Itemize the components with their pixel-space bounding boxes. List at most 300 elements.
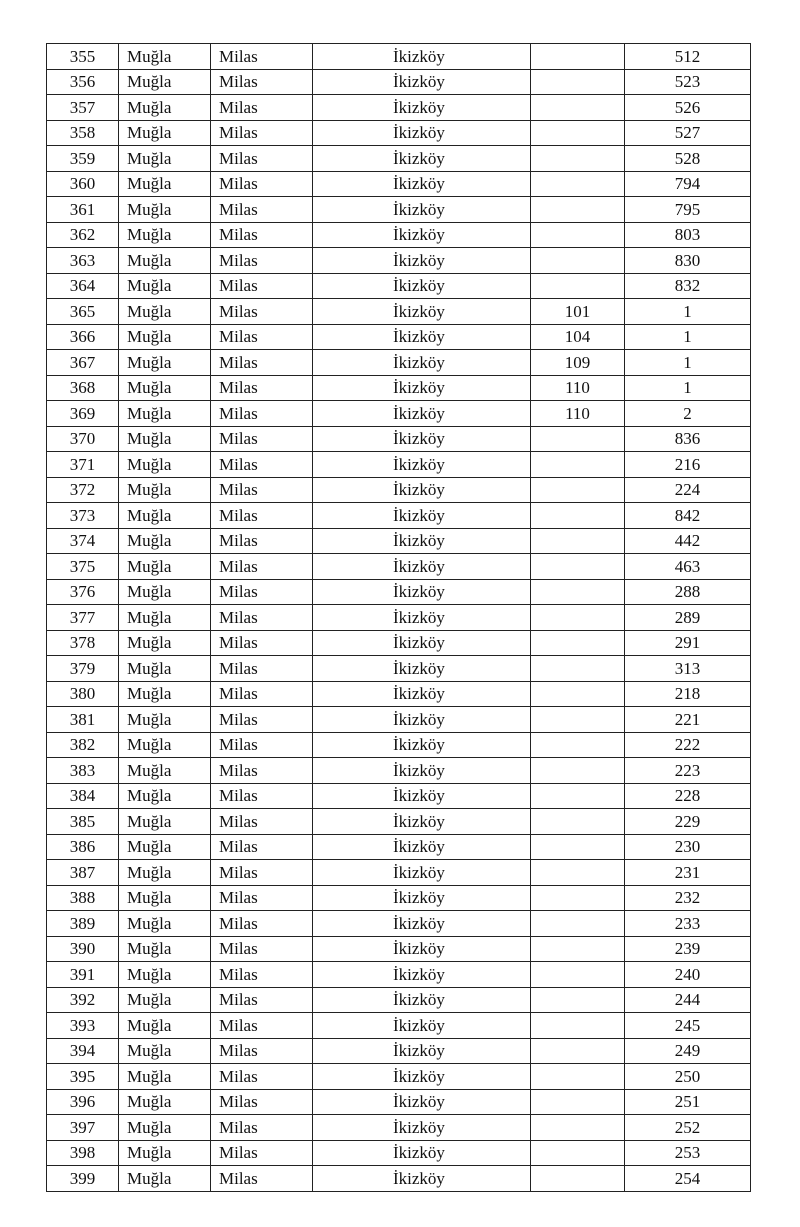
province-cell: Muğla: [119, 962, 211, 988]
row-number-cell: 362: [47, 222, 119, 248]
block-cell: [531, 44, 625, 70]
district-cell: Milas: [211, 656, 313, 682]
row-number-cell: 370: [47, 426, 119, 452]
province-cell: Muğla: [119, 477, 211, 503]
province-cell: Muğla: [119, 503, 211, 529]
parcel-table: [46, 43, 751, 1192]
row-number-cell: 384: [47, 783, 119, 809]
neighborhood-cell: İkizköy: [313, 885, 531, 911]
parcel-cell: 249: [625, 1038, 751, 1064]
parcel-cell: 240: [625, 962, 751, 988]
block-cell: [531, 758, 625, 784]
row-number-cell: 361: [47, 197, 119, 223]
table-row: [47, 809, 751, 835]
neighborhood-cell: İkizköy: [313, 477, 531, 503]
district-cell: Milas: [211, 834, 313, 860]
table-row: [47, 1166, 751, 1192]
table-row: [47, 860, 751, 886]
table-row: [47, 248, 751, 274]
neighborhood-cell: İkizköy: [313, 681, 531, 707]
row-number-cell: 356: [47, 69, 119, 95]
neighborhood-cell: İkizköy: [313, 783, 531, 809]
district-cell: Milas: [211, 69, 313, 95]
parcel-cell: 224: [625, 477, 751, 503]
neighborhood-cell: İkizköy: [313, 248, 531, 274]
parcel-cell: 1: [625, 299, 751, 325]
neighborhood-cell: İkizköy: [313, 579, 531, 605]
province-cell: Muğla: [119, 936, 211, 962]
block-cell: [531, 273, 625, 299]
table-row: [47, 1013, 751, 1039]
block-cell: 110: [531, 375, 625, 401]
district-cell: Milas: [211, 681, 313, 707]
province-cell: Muğla: [119, 350, 211, 376]
table-row: [47, 885, 751, 911]
neighborhood-cell: İkizköy: [313, 911, 531, 937]
row-number-cell: 380: [47, 681, 119, 707]
district-cell: Milas: [211, 1038, 313, 1064]
province-cell: Muğla: [119, 1013, 211, 1039]
province-cell: Muğla: [119, 860, 211, 886]
row-number-cell: 363: [47, 248, 119, 274]
neighborhood-cell: İkizköy: [313, 452, 531, 478]
row-number-cell: 393: [47, 1013, 119, 1039]
table-row: [47, 401, 751, 427]
neighborhood-cell: İkizköy: [313, 1064, 531, 1090]
block-cell: [531, 783, 625, 809]
table-row: [47, 95, 751, 121]
row-number-cell: 392: [47, 987, 119, 1013]
neighborhood-cell: İkizköy: [313, 324, 531, 350]
row-number-cell: 369: [47, 401, 119, 427]
table-row: [47, 477, 751, 503]
province-cell: Muğla: [119, 1115, 211, 1141]
province-cell: Muğla: [119, 324, 211, 350]
neighborhood-cell: İkizköy: [313, 554, 531, 580]
parcel-cell: 232: [625, 885, 751, 911]
neighborhood-cell: İkizköy: [313, 1089, 531, 1115]
district-cell: Milas: [211, 401, 313, 427]
province-cell: Muğla: [119, 554, 211, 580]
district-cell: Milas: [211, 248, 313, 274]
province-cell: Muğla: [119, 171, 211, 197]
parcel-cell: 239: [625, 936, 751, 962]
block-cell: [531, 911, 625, 937]
neighborhood-cell: İkizköy: [313, 401, 531, 427]
province-cell: Muğla: [119, 69, 211, 95]
row-number-cell: 387: [47, 860, 119, 886]
row-number-cell: 375: [47, 554, 119, 580]
neighborhood-cell: İkizköy: [313, 197, 531, 223]
parcel-cell: 253: [625, 1140, 751, 1166]
parcel-cell: 842: [625, 503, 751, 529]
block-cell: 110: [531, 401, 625, 427]
province-cell: Muğla: [119, 1140, 211, 1166]
row-number-cell: 364: [47, 273, 119, 299]
province-cell: Muğla: [119, 732, 211, 758]
province-cell: Muğla: [119, 248, 211, 274]
block-cell: 109: [531, 350, 625, 376]
neighborhood-cell: İkizköy: [313, 758, 531, 784]
row-number-cell: 394: [47, 1038, 119, 1064]
district-cell: Milas: [211, 809, 313, 835]
district-cell: Milas: [211, 860, 313, 886]
neighborhood-cell: İkizköy: [313, 1013, 531, 1039]
neighborhood-cell: İkizköy: [313, 605, 531, 631]
table-row: [47, 1140, 751, 1166]
neighborhood-cell: İkizköy: [313, 503, 531, 529]
parcel-cell: 836: [625, 426, 751, 452]
district-cell: Milas: [211, 120, 313, 146]
row-number-cell: 368: [47, 375, 119, 401]
district-cell: Milas: [211, 732, 313, 758]
parcel-cell: 526: [625, 95, 751, 121]
district-cell: Milas: [211, 197, 313, 223]
province-cell: Muğla: [119, 656, 211, 682]
block-cell: [531, 503, 625, 529]
parcel-cell: 223: [625, 758, 751, 784]
block-cell: [531, 707, 625, 733]
table-row: [47, 732, 751, 758]
neighborhood-cell: İkizköy: [313, 860, 531, 886]
table-row: [47, 758, 751, 784]
neighborhood-cell: İkizköy: [313, 44, 531, 70]
block-cell: [531, 222, 625, 248]
row-number-cell: 376: [47, 579, 119, 605]
parcel-cell: 231: [625, 860, 751, 886]
province-cell: Muğla: [119, 681, 211, 707]
parcel-cell: 228: [625, 783, 751, 809]
table-row: [47, 834, 751, 860]
table-row: [47, 911, 751, 937]
district-cell: Milas: [211, 758, 313, 784]
table-row: [47, 681, 751, 707]
row-number-cell: 372: [47, 477, 119, 503]
parcel-cell: 229: [625, 809, 751, 835]
neighborhood-cell: İkizköy: [313, 350, 531, 376]
parcel-cell: 222: [625, 732, 751, 758]
parcel-cell: 512: [625, 44, 751, 70]
neighborhood-cell: İkizköy: [313, 222, 531, 248]
table-row: [47, 222, 751, 248]
block-cell: [531, 605, 625, 631]
province-cell: Muğla: [119, 273, 211, 299]
neighborhood-cell: İkizköy: [313, 528, 531, 554]
parcel-cell: 1: [625, 324, 751, 350]
table-row: [47, 1064, 751, 1090]
block-cell: [531, 860, 625, 886]
province-cell: Muğla: [119, 528, 211, 554]
parcel-cell: 250: [625, 1064, 751, 1090]
row-number-cell: 358: [47, 120, 119, 146]
parcel-cell: 289: [625, 605, 751, 631]
neighborhood-cell: İkizköy: [313, 732, 531, 758]
table-row: [47, 503, 751, 529]
province-cell: Muğla: [119, 987, 211, 1013]
neighborhood-cell: İkizköy: [313, 1166, 531, 1192]
row-number-cell: 395: [47, 1064, 119, 1090]
table-row: [47, 1115, 751, 1141]
parcel-cell: 795: [625, 197, 751, 223]
block-cell: 104: [531, 324, 625, 350]
row-number-cell: 373: [47, 503, 119, 529]
district-cell: Milas: [211, 885, 313, 911]
province-cell: Muğla: [119, 783, 211, 809]
parcel-cell: 244: [625, 987, 751, 1013]
row-number-cell: 396: [47, 1089, 119, 1115]
neighborhood-cell: İkizköy: [313, 809, 531, 835]
district-cell: Milas: [211, 936, 313, 962]
table-row: [47, 656, 751, 682]
table-row: [47, 452, 751, 478]
district-cell: Milas: [211, 171, 313, 197]
block-cell: [531, 197, 625, 223]
block-cell: [531, 732, 625, 758]
block-cell: [531, 656, 625, 682]
table-row: [47, 44, 751, 70]
district-cell: Milas: [211, 707, 313, 733]
block-cell: [531, 248, 625, 274]
district-cell: Milas: [211, 452, 313, 478]
parcel-cell: 528: [625, 146, 751, 172]
province-cell: Muğla: [119, 1089, 211, 1115]
block-cell: [531, 681, 625, 707]
block-cell: [531, 95, 625, 121]
block-cell: [531, 962, 625, 988]
province-cell: Muğla: [119, 146, 211, 172]
neighborhood-cell: İkizköy: [313, 1140, 531, 1166]
province-cell: Muğla: [119, 809, 211, 835]
block-cell: [531, 452, 625, 478]
table-row: [47, 350, 751, 376]
row-number-cell: 383: [47, 758, 119, 784]
block-cell: [531, 1038, 625, 1064]
row-number-cell: 360: [47, 171, 119, 197]
province-cell: Muğla: [119, 375, 211, 401]
row-number-cell: 377: [47, 605, 119, 631]
district-cell: Milas: [211, 1089, 313, 1115]
block-cell: [531, 834, 625, 860]
row-number-cell: 371: [47, 452, 119, 478]
row-number-cell: 379: [47, 656, 119, 682]
neighborhood-cell: İkizköy: [313, 1115, 531, 1141]
table-row: [47, 1089, 751, 1115]
table-row: [47, 1038, 751, 1064]
row-number-cell: 366: [47, 324, 119, 350]
table-row: [47, 630, 751, 656]
parcel-cell: 830: [625, 248, 751, 274]
province-cell: Muğla: [119, 579, 211, 605]
block-cell: [531, 171, 625, 197]
block-cell: [531, 809, 625, 835]
parcel-cell: 216: [625, 452, 751, 478]
province-cell: Muğla: [119, 222, 211, 248]
neighborhood-cell: İkizköy: [313, 426, 531, 452]
table-row: [47, 783, 751, 809]
row-number-cell: 389: [47, 911, 119, 937]
block-cell: [531, 554, 625, 580]
parcel-cell: 1: [625, 350, 751, 376]
table-row: [47, 936, 751, 962]
row-number-cell: 355: [47, 44, 119, 70]
row-number-cell: 397: [47, 1115, 119, 1141]
block-cell: [531, 1089, 625, 1115]
parcel-cell: 463: [625, 554, 751, 580]
district-cell: Milas: [211, 1013, 313, 1039]
block-cell: [531, 1140, 625, 1166]
neighborhood-cell: İkizköy: [313, 987, 531, 1013]
parcel-cell: 527: [625, 120, 751, 146]
table-row: [47, 273, 751, 299]
neighborhood-cell: İkizköy: [313, 69, 531, 95]
province-cell: Muğla: [119, 95, 211, 121]
row-number-cell: 381: [47, 707, 119, 733]
province-cell: Muğla: [119, 1064, 211, 1090]
district-cell: Milas: [211, 1140, 313, 1166]
district-cell: Milas: [211, 987, 313, 1013]
table-row: [47, 171, 751, 197]
table-row: [47, 426, 751, 452]
table-row: [47, 375, 751, 401]
district-cell: Milas: [211, 554, 313, 580]
neighborhood-cell: İkizköy: [313, 630, 531, 656]
parcel-cell: 803: [625, 222, 751, 248]
block-cell: [531, 936, 625, 962]
province-cell: Muğla: [119, 197, 211, 223]
district-cell: Milas: [211, 1064, 313, 1090]
neighborhood-cell: İkizköy: [313, 95, 531, 121]
parcel-cell: 251: [625, 1089, 751, 1115]
table-row: [47, 120, 751, 146]
neighborhood-cell: İkizköy: [313, 375, 531, 401]
neighborhood-cell: İkizköy: [313, 1038, 531, 1064]
province-cell: Muğla: [119, 44, 211, 70]
table-row: [47, 579, 751, 605]
district-cell: Milas: [211, 324, 313, 350]
block-cell: [531, 146, 625, 172]
district-cell: Milas: [211, 1115, 313, 1141]
parcel-cell: 254: [625, 1166, 751, 1192]
parcel-cell: 794: [625, 171, 751, 197]
district-cell: Milas: [211, 44, 313, 70]
parcel-cell: 221: [625, 707, 751, 733]
district-cell: Milas: [211, 962, 313, 988]
province-cell: Muğla: [119, 758, 211, 784]
block-cell: 101: [531, 299, 625, 325]
row-number-cell: 386: [47, 834, 119, 860]
table-row: [47, 197, 751, 223]
province-cell: Muğla: [119, 426, 211, 452]
province-cell: Muğla: [119, 452, 211, 478]
block-cell: [531, 579, 625, 605]
district-cell: Milas: [211, 783, 313, 809]
block-cell: [531, 120, 625, 146]
neighborhood-cell: İkizköy: [313, 962, 531, 988]
district-cell: Milas: [211, 477, 313, 503]
district-cell: Milas: [211, 528, 313, 554]
district-cell: Milas: [211, 273, 313, 299]
neighborhood-cell: İkizköy: [313, 936, 531, 962]
block-cell: [531, 69, 625, 95]
district-cell: Milas: [211, 911, 313, 937]
row-number-cell: 374: [47, 528, 119, 554]
parcel-cell: 233: [625, 911, 751, 937]
province-cell: Muğla: [119, 834, 211, 860]
row-number-cell: 390: [47, 936, 119, 962]
row-number-cell: 365: [47, 299, 119, 325]
table-row: [47, 69, 751, 95]
district-cell: Milas: [211, 503, 313, 529]
parcel-table-body: [47, 44, 751, 1192]
row-number-cell: 382: [47, 732, 119, 758]
parcel-cell: 523: [625, 69, 751, 95]
table-row: [47, 707, 751, 733]
table-row: [47, 146, 751, 172]
table-row: [47, 962, 751, 988]
table-row: [47, 324, 751, 350]
parcel-cell: 288: [625, 579, 751, 605]
block-cell: [531, 1064, 625, 1090]
table-row: [47, 554, 751, 580]
district-cell: Milas: [211, 605, 313, 631]
parcel-cell: 230: [625, 834, 751, 860]
table-row: [47, 605, 751, 631]
block-cell: [531, 630, 625, 656]
table-row: [47, 987, 751, 1013]
block-cell: [531, 528, 625, 554]
province-cell: Muğla: [119, 401, 211, 427]
row-number-cell: 385: [47, 809, 119, 835]
table-row: [47, 299, 751, 325]
province-cell: Muğla: [119, 1038, 211, 1064]
row-number-cell: 367: [47, 350, 119, 376]
district-cell: Milas: [211, 350, 313, 376]
row-number-cell: 388: [47, 885, 119, 911]
block-cell: [531, 1115, 625, 1141]
province-cell: Muğla: [119, 120, 211, 146]
province-cell: Muğla: [119, 911, 211, 937]
neighborhood-cell: İkizköy: [313, 120, 531, 146]
block-cell: [531, 885, 625, 911]
block-cell: [531, 1166, 625, 1192]
block-cell: [531, 477, 625, 503]
neighborhood-cell: İkizköy: [313, 273, 531, 299]
parcel-cell: 218: [625, 681, 751, 707]
neighborhood-cell: İkizköy: [313, 146, 531, 172]
neighborhood-cell: İkizköy: [313, 299, 531, 325]
parcel-cell: 252: [625, 1115, 751, 1141]
province-cell: Muğla: [119, 1166, 211, 1192]
province-cell: Muğla: [119, 630, 211, 656]
neighborhood-cell: İkizköy: [313, 171, 531, 197]
block-cell: [531, 987, 625, 1013]
province-cell: Muğla: [119, 299, 211, 325]
parcel-cell: 313: [625, 656, 751, 682]
row-number-cell: 399: [47, 1166, 119, 1192]
row-number-cell: 398: [47, 1140, 119, 1166]
block-cell: [531, 1013, 625, 1039]
province-cell: Muğla: [119, 707, 211, 733]
block-cell: [531, 426, 625, 452]
province-cell: Muğla: [119, 605, 211, 631]
row-number-cell: 378: [47, 630, 119, 656]
district-cell: Milas: [211, 375, 313, 401]
district-cell: Milas: [211, 222, 313, 248]
district-cell: Milas: [211, 299, 313, 325]
district-cell: Milas: [211, 146, 313, 172]
parcel-cell: 2: [625, 401, 751, 427]
district-cell: Milas: [211, 95, 313, 121]
